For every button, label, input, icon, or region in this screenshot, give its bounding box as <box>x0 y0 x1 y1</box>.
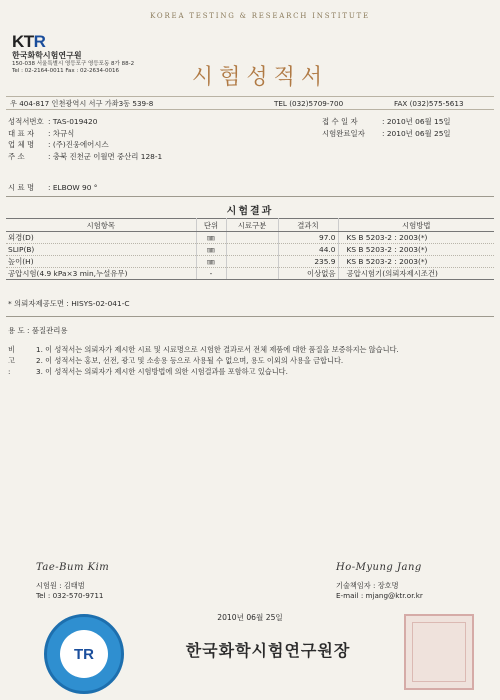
results-title: 시험결과 <box>226 206 274 217</box>
info-row: 주 소 : 충북 진천군 이월면 중산리 128-1 <box>8 152 163 162</box>
drawing-footnote: * 의뢰자제공도면 : HISYS-02-041-C <box>8 299 130 308</box>
tester-signature-block <box>36 562 109 601</box>
tester-signature: Tae-Bum Kim <box>36 562 110 573</box>
postal-address: 우 404-817 인천광역시 서구 가좌3동 539-8 <box>10 99 154 108</box>
logo-address: 150-038 서울특별시 영등포구 영등포동 8가 88-2 <box>12 61 135 67</box>
info-row: 시험완료일자 : 2010년 06월 25일 <box>322 128 451 138</box>
remarks-label: 비 고 : <box>8 345 15 376</box>
issue-date: 2010년 06월 25일 <box>217 613 283 622</box>
issuer-name: 한국화학시험연구원장 <box>185 641 351 660</box>
divider <box>6 316 494 317</box>
manager-signature: Ho-Myung Jang <box>336 562 422 573</box>
fax: FAX (032)575-5613 <box>394 99 464 108</box>
column-header: 단위 <box>196 219 226 232</box>
ktr-logo <box>12 32 134 75</box>
column-header: 시험방법 <box>338 219 494 232</box>
manager-email: E-mail : mjang@ktr.or.kr <box>336 591 423 600</box>
column-header: 시료구분 <box>226 219 278 232</box>
logo-mark: KTR <box>12 32 46 51</box>
list-item: 2. 이 성적서는 홍보, 선전, 광고 및 소송용 등으로 사용될 수 없으며, 용도 이외의 사용을 금합니다. <box>36 356 344 365</box>
sample-name: 시 료 명 : ELBOW 90 ° <box>8 183 98 192</box>
remarks-list <box>36 344 496 377</box>
address-bar <box>6 96 494 110</box>
info-row: 업 체 명 : (주)진웅에어시스 <box>8 140 109 150</box>
column-header: 결과치 <box>278 219 338 232</box>
table-row: 높이(H) ㎜ 235.9 KS B 5203-2 : 2003(*) <box>6 256 494 268</box>
divider <box>6 196 494 197</box>
column-header: 시험항목 <box>6 219 196 232</box>
table-row: 공압시험(4.9 kPa×3 min,누설유무) - 이상없음 공압시험기(의뢰자제시조건) <box>6 268 494 280</box>
info-row: 성적서번호 : TAS-019420 <box>8 117 98 126</box>
table-row: 외경(D) ㎜ 97.0 KS B 5203-2 : 2003(*) <box>6 232 494 244</box>
ktr-seal-logo <box>44 614 124 694</box>
date-info <box>322 116 451 139</box>
logo-institute-name: 한국화학시험연구원 <box>12 51 82 60</box>
table-row: SLIP(B) ㎜ 44.0 KS B 5203-2 : 2003(*) <box>6 244 494 256</box>
logo-contact: Tel : 02-2164-0011 Fax : 02-2634-0016 <box>12 68 119 74</box>
table-header-row <box>6 219 494 232</box>
institute-english-name: KOREA TESTING & RESEARCH INSTITUTE <box>150 12 370 20</box>
tester-name: 시험원 : 김태범 <box>36 581 85 590</box>
stamp-grid <box>412 622 466 682</box>
manager-signature-block <box>336 562 423 601</box>
seal-logo-mark: TR <box>60 630 108 678</box>
usage: 용 도 : 품질관리용 <box>8 326 68 335</box>
info-row: 접 수 일 자 : 2010년 06월 15일 <box>322 117 451 126</box>
telephone: TEL (032)5709-700 <box>274 99 344 108</box>
info-row: 대 표 자 : 차규식 <box>8 128 75 138</box>
document-title: 시험성적서 <box>191 65 329 90</box>
official-stamp <box>404 614 474 690</box>
list-item: 1. 이 성적서는 의뢰자가 제시한 시료 및 시료명으로 시험한 결과로서 전체 제품에 대한 품질을 보증하지는 않습니다. <box>36 345 399 354</box>
manager-name: 기술책임자 : 장호명 <box>336 581 399 590</box>
results-table <box>6 218 494 280</box>
tester-tel: Tel : 032-570-9711 <box>36 591 104 600</box>
client-info <box>8 116 162 163</box>
list-item: 3. 이 성적서는 의뢰자가 제시한 시험방법에 의한 시험결과를 포함하고 있습니다. <box>36 367 288 376</box>
